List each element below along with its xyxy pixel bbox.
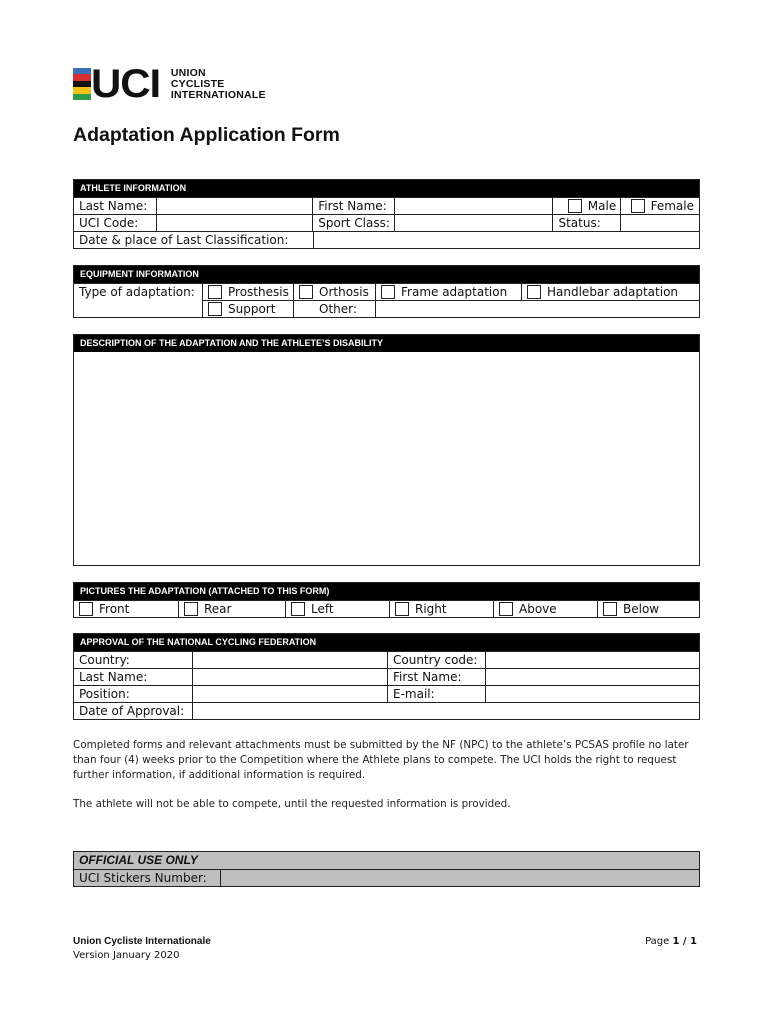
- support-checkbox[interactable]: [208, 302, 222, 316]
- left-checkbox[interactable]: [291, 602, 305, 616]
- approval-last-name-field[interactable]: [192, 669, 387, 685]
- stickers-field[interactable]: [220, 870, 699, 886]
- orthosis-option[interactable]: [293, 284, 375, 300]
- uci-code-label: UCI Code:: [79, 216, 139, 230]
- rear-label: Rear: [204, 602, 232, 616]
- below-option[interactable]: [597, 601, 699, 617]
- above-option[interactable]: [493, 601, 597, 617]
- handlebar-checkbox[interactable]: [527, 285, 541, 299]
- page-title: Adaptation Application Form: [73, 124, 340, 146]
- female-option[interactable]: [620, 198, 699, 214]
- logo-line1: UNION: [170, 66, 206, 79]
- approval-row-3: [74, 685, 699, 702]
- below-label: Below: [623, 602, 660, 616]
- type-label: Type of adaptation:: [79, 285, 195, 299]
- below-checkbox[interactable]: [603, 602, 617, 616]
- approval-row-1: [74, 651, 699, 668]
- approval-last-name-label: Last Name:: [79, 670, 148, 684]
- other-field[interactable]: [375, 300, 699, 317]
- frame-label: Frame adaptation: [401, 285, 508, 299]
- description-header: DESCRIPTION OF THE ADAPTATION AND THE ATHLETE’S DISABILITY: [74, 335, 699, 352]
- front-checkbox[interactable]: [79, 602, 93, 616]
- country-label: Country:: [79, 653, 130, 667]
- female-checkbox[interactable]: [631, 199, 645, 213]
- pictures-header: PICTURES THE ADAPTATION (ATTACHED TO THIS FORM): [74, 583, 699, 600]
- country-code-field[interactable]: [485, 652, 699, 668]
- date-place-field[interactable]: [313, 232, 699, 248]
- position-field[interactable]: [192, 686, 387, 702]
- frame-option[interactable]: [375, 284, 521, 300]
- athlete-row-3: [74, 231, 699, 248]
- equipment-section: [73, 265, 700, 318]
- female-label: Female: [650, 199, 694, 213]
- last-name-field[interactable]: [156, 198, 312, 214]
- equipment-row-2: [74, 300, 699, 317]
- support-option[interactable]: [202, 300, 293, 317]
- approval-first-name-label: First Name:: [387, 669, 485, 685]
- right-option[interactable]: [389, 601, 493, 617]
- prosthesis-option[interactable]: [202, 284, 293, 300]
- status-field[interactable]: [620, 215, 699, 231]
- approval-date-field[interactable]: [192, 703, 699, 719]
- equipment-header: EQUIPMENT INFORMATION: [74, 266, 699, 283]
- approval-row-2: [74, 668, 699, 685]
- email-field[interactable]: [485, 686, 699, 702]
- page-value: 1 / 1: [672, 936, 697, 947]
- front-option[interactable]: [74, 601, 178, 617]
- athlete-row-2: [74, 214, 699, 231]
- handlebar-label: Handlebar adaptation: [547, 285, 679, 299]
- orthosis-label: Orthosis: [319, 285, 369, 299]
- first-name-label: First Name:: [312, 198, 394, 214]
- athlete-section: [73, 179, 700, 249]
- front-label: Front: [99, 602, 130, 616]
- sport-class-label: Sport Class:: [312, 215, 394, 231]
- logo-mark: UCI: [91, 61, 161, 106]
- male-option[interactable]: [552, 198, 620, 214]
- first-name-field[interactable]: [394, 198, 552, 214]
- approval-first-name-field[interactable]: [485, 669, 699, 685]
- email-label: E-mail:: [387, 686, 485, 702]
- support-label: Support: [228, 302, 276, 316]
- submission-note: Completed forms and relevant attachments must be submitted by the NF (NPC) to the athlete’s PCSAS profile no later than four (4) weeks prior to the Competition where the Athlete plans to compete. The UCI holds the right to request further information, if additional information is required.: [73, 739, 689, 781]
- page-prefix: Page: [645, 936, 673, 947]
- logo-line2: CYCLISTE: [170, 77, 225, 90]
- last-name-label: Last Name:: [79, 199, 148, 213]
- other-label: [293, 300, 375, 317]
- prosthesis-checkbox[interactable]: [208, 285, 222, 299]
- above-checkbox[interactable]: [499, 602, 513, 616]
- logo-text: [171, 68, 266, 101]
- sport-class-field[interactable]: [394, 215, 552, 231]
- left-label: Left: [311, 602, 334, 616]
- equipment-row-1: [74, 283, 699, 300]
- frame-checkbox[interactable]: [381, 285, 395, 299]
- orthosis-checkbox[interactable]: [299, 285, 313, 299]
- male-label: Male: [587, 199, 617, 213]
- approval-header: APPROVAL OF THE NATIONAL CYCLING FEDERATION: [74, 634, 699, 651]
- position-label: Position:: [79, 687, 130, 701]
- country-code-label: Country code:: [387, 652, 485, 668]
- right-label: Right: [415, 602, 447, 616]
- logo-line3: INTERNATIONALE: [170, 88, 266, 101]
- official-use-section: [73, 851, 700, 887]
- type-spacer: [74, 300, 202, 317]
- right-checkbox[interactable]: [395, 602, 409, 616]
- male-checkbox[interactable]: [568, 199, 582, 213]
- page-number: [645, 935, 697, 949]
- handlebar-option[interactable]: [521, 284, 699, 300]
- date-place-label: Date & place of Last Classification:: [79, 233, 289, 247]
- footer-version: Version January 2020: [73, 950, 180, 961]
- official-row: [74, 869, 699, 886]
- uci-logo: [73, 61, 266, 106]
- footer-org: Union Cycliste Internationale: [73, 936, 211, 947]
- approval-row-4: [74, 702, 699, 719]
- official-header: OFFICIAL USE ONLY: [79, 853, 198, 867]
- uci-code-field[interactable]: [156, 215, 312, 231]
- approval-section: [73, 633, 700, 720]
- pictures-section: [73, 582, 700, 618]
- rainbow-stripes-icon: [73, 68, 91, 101]
- description-section: [73, 334, 700, 566]
- rear-checkbox[interactable]: [184, 602, 198, 616]
- prosthesis-label: Prosthesis: [228, 285, 289, 299]
- athlete-header: ATHLETE INFORMATION: [74, 180, 699, 197]
- description-textarea[interactable]: [74, 352, 699, 565]
- stickers-label: UCI Stickers Number:: [79, 871, 207, 885]
- footer-left: [73, 935, 211, 963]
- rear-option[interactable]: [178, 601, 285, 617]
- other-text: Other:: [319, 302, 357, 316]
- status-label: Status:: [552, 215, 620, 231]
- country-field[interactable]: [192, 652, 387, 668]
- athlete-row-1: [74, 197, 699, 214]
- left-option[interactable]: [285, 601, 389, 617]
- approval-date-label: Date of Approval:: [79, 704, 185, 718]
- compete-note: The athlete will not be able to compete, until the requested information is provided.: [73, 798, 511, 810]
- above-label: Above: [519, 602, 557, 616]
- pictures-row: [74, 600, 699, 617]
